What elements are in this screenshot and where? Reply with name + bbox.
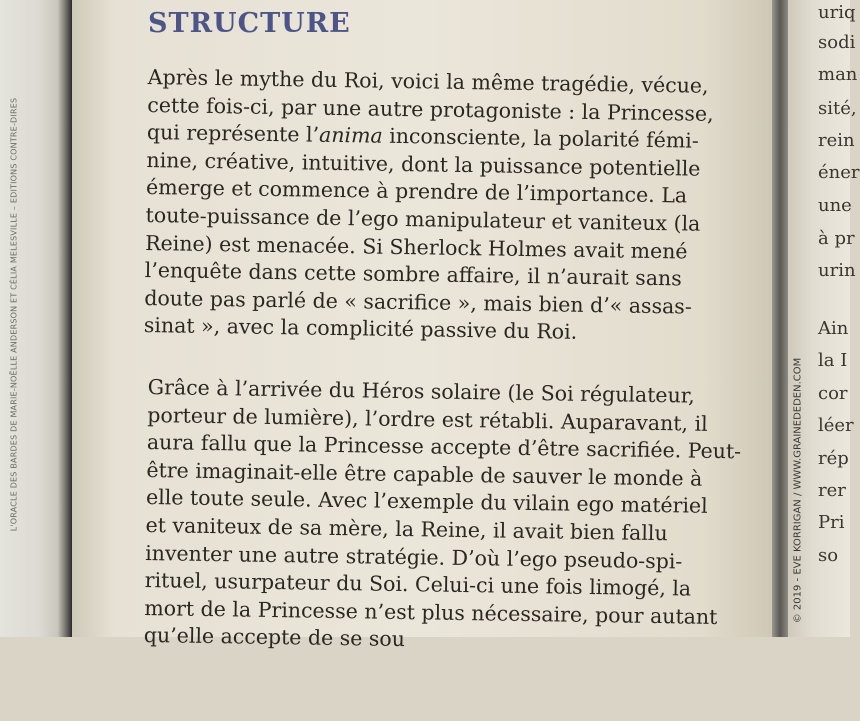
text-line: Reine) est menacée. Si Sherlock Holmes avait mené: [145, 230, 688, 264]
paragraph-1: [144, 64, 716, 349]
right-page: [788, 0, 860, 637]
text-line: inventer une autre stratégie. D’où l’ego pseudo-spi-: [145, 540, 683, 573]
right-copyright-credit: © 2019 - EVE KORRIGAN / WWW.GRAINEDEDEN.COM: [792, 357, 804, 624]
text-line: doute pas parlé de « sacrifice », mais bien d’« assas-: [144, 285, 692, 319]
text-line: Après le mythe du Roi, voici la même tragédie, vécue,: [147, 64, 709, 98]
text-fragment: sodi: [818, 32, 856, 53]
text-fragment: uriq: [818, 2, 856, 23]
text-line: Grâce à l’arrivée du Héros solaire (le Soi régulateur,: [147, 374, 696, 408]
text-line: sinat », avec la complicité passive du Roi.: [143, 313, 578, 345]
text-fragment: à pr: [818, 228, 855, 249]
text-fragment: rein: [818, 130, 855, 151]
left-page-edge: [0, 0, 72, 637]
left-copyright-credit: L'ORACLE DES BARDES DE MARIE-NOËLLE ANDERSON ET CÉLIA MELESVILLE – EDITIONS CONTRE-DIRES: [9, 97, 19, 532]
text-line: qu’elle accepte de se sou: [143, 623, 406, 652]
text-fragment: léer: [818, 415, 854, 436]
text-line: toute-puissance de l’ego manipulateur et vaniteux (la: [145, 202, 701, 236]
text-fragment: so: [818, 545, 839, 566]
text-line: et vaniteux de sa mère, la Reine, il avait bien fallu: [145, 512, 668, 546]
text-line: mort de la Princesse n’est plus nécessaire, pour autant: [144, 595, 718, 629]
text-fragment: sité,: [818, 98, 857, 119]
text-fragment: rép: [818, 448, 849, 469]
text-fragment: Ain: [818, 318, 849, 339]
text-fragment: urin: [818, 260, 856, 281]
text-line: nine, créative, intuitive, dont la puissance potentielle: [146, 147, 701, 181]
text-line: rituel, usurpateur du Soi. Celui-ci une fois limogé, la: [144, 568, 692, 601]
text-line: être imaginait-elle être capable de sauver le monde à: [146, 457, 703, 491]
text-line: cette fois-ci, par une autre protagoniste : la Princesse,: [147, 92, 714, 126]
section-heading: STRUCTURE: [148, 8, 351, 39]
text-line: aura fallu que la Princesse accepte d’être sacrifiée. Peut-: [146, 430, 742, 464]
text-fragment: une: [818, 195, 852, 216]
emphasis: anima: [318, 122, 383, 148]
text-line: l’enquête dans cette sombre affaire, il n’aurait sans: [144, 258, 682, 291]
text-fragment: la I: [818, 350, 848, 371]
book-page: [72, 0, 772, 652]
text-fragment: cor: [818, 383, 848, 404]
text-fragment: man: [818, 64, 858, 85]
text-fragment: rer: [818, 480, 846, 501]
text-line: porteur de lumière), l’ordre est rétabli. Auparavant, il: [147, 402, 708, 436]
text-fragment: éner: [818, 162, 860, 183]
text-line: qui représente l’anima inconsciente, la polarité fémi-: [146, 120, 699, 153]
text-line: émerge et commence à prendre de l’importance. La: [145, 175, 688, 208]
paragraph-2: [143, 374, 742, 659]
book-gutter: [772, 0, 788, 637]
text-fragment: Pri: [818, 512, 845, 533]
text-line: elle toute seule. Avec l’exemple du vilain ego matériel: [145, 485, 708, 519]
